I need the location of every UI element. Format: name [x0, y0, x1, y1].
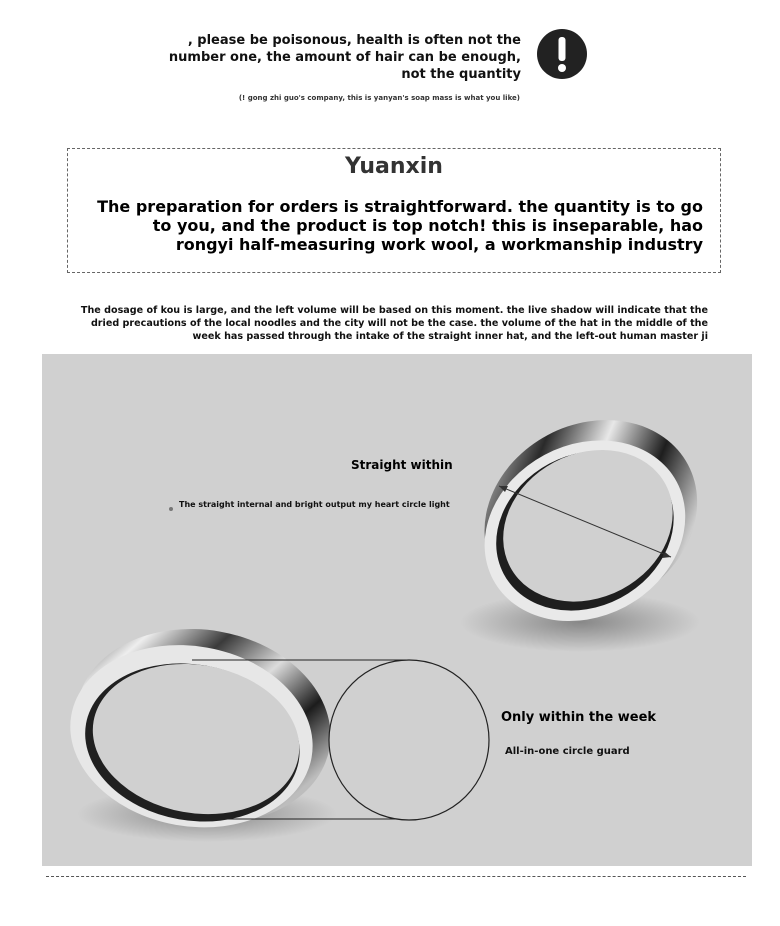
rings-illustration: [42, 354, 752, 866]
product-panel: [42, 354, 752, 866]
notice-text: , please be poisonous, health is often not the number one, the amount of hair can be enough, not the quantity: [168, 33, 521, 82]
feature-desc-week: All-in-one circle guard: [505, 746, 630, 757]
detail-circle: [329, 660, 489, 820]
brand-title: Yuanxin: [345, 154, 443, 179]
exclamation-circle-icon: [536, 28, 588, 80]
bottom-divider: [46, 876, 746, 877]
feature-label-straight: Straight within: [351, 458, 453, 472]
brand-description: The preparation for orders is straightforward. the quantity is to go to you, and the product is top notch! this is inseparable, hao rongyi half-measuring work wool, a workmanship industry: [97, 197, 703, 254]
note-paragraph: The dosage of kou is large, and the left volume will be based on this moment. the live shadow will indicate that the dried precautions of the local noodles and the city will not be the case. the volume of the hat in the middle of the week has passed through the intake of the straight inner hat, and the left-out human master ji: [80, 305, 708, 342]
feature-label-week: Only within the week: [501, 710, 657, 725]
notice-subtext: (! gong zhi guo's company, this is yanyan's soap mass is what you like): [238, 94, 520, 102]
feature-desc-straight: The straight internal and bright output my heart circle light: [179, 500, 450, 509]
